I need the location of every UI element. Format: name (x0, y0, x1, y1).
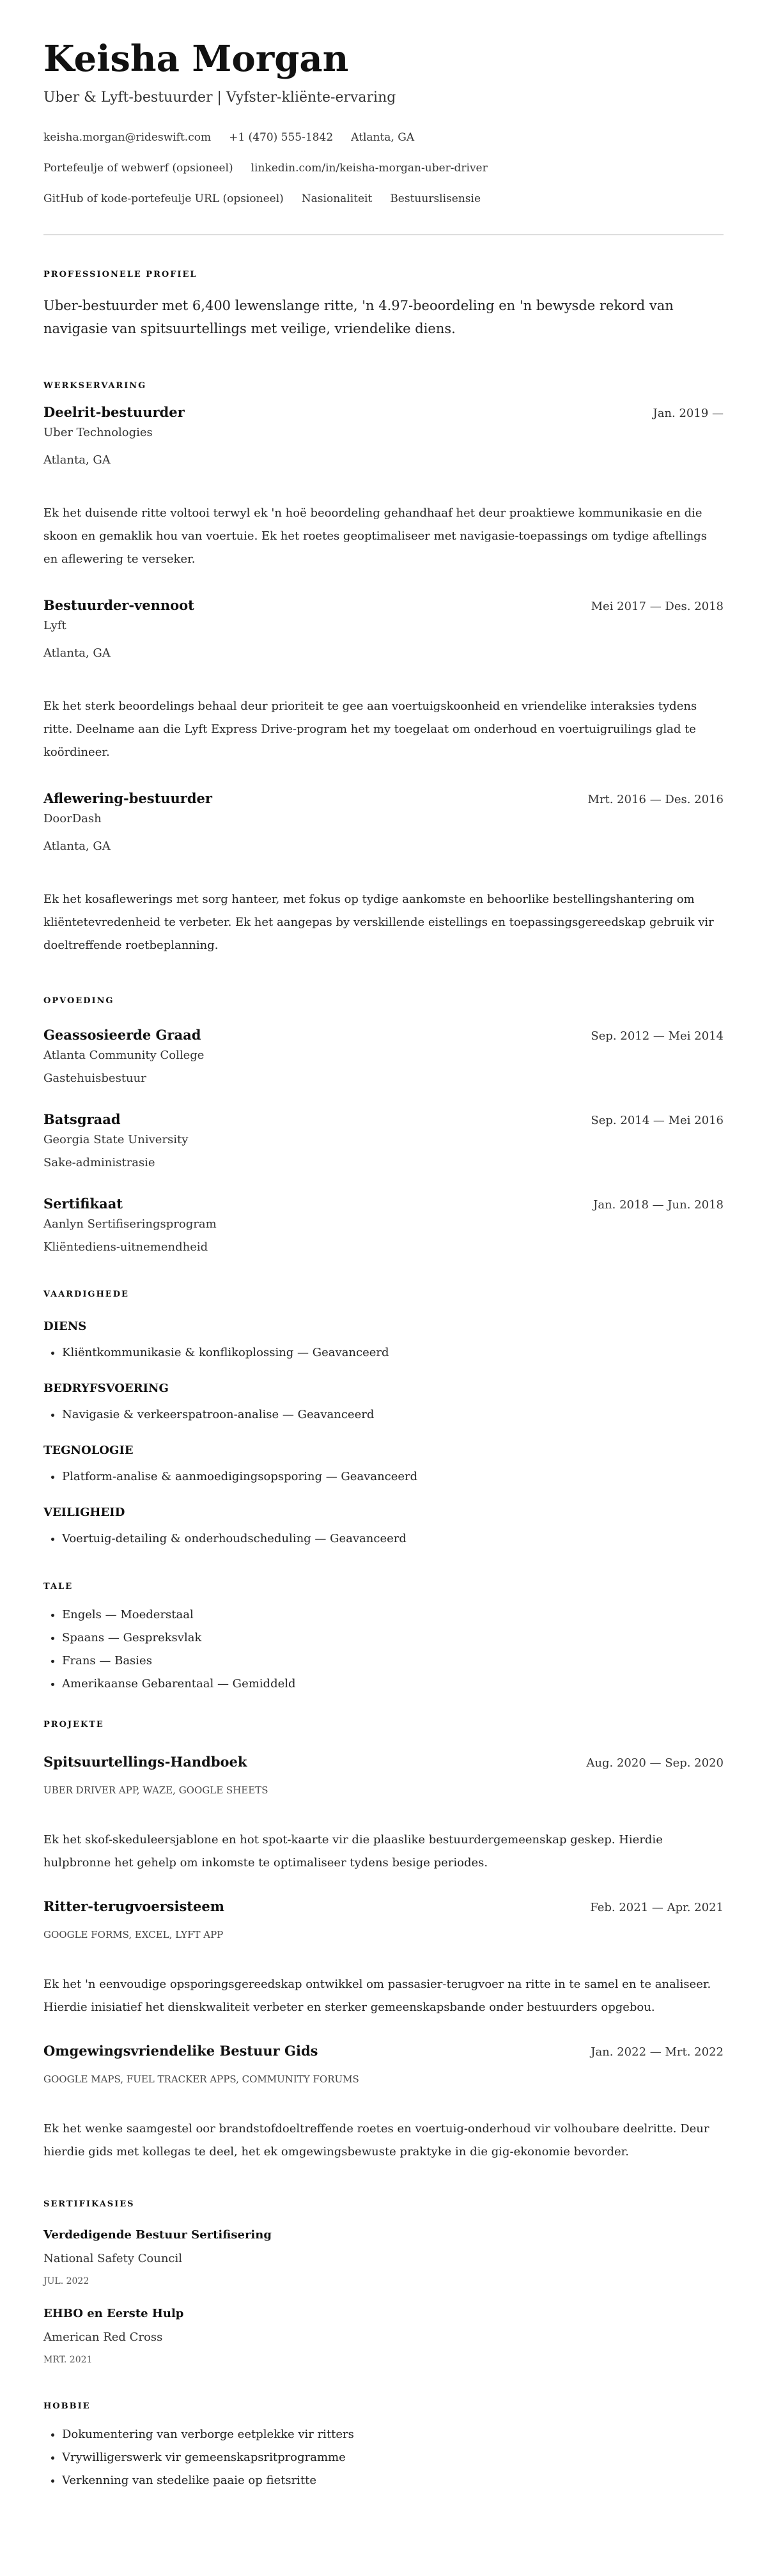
degree-title: Geassosieerde Graad (43, 1027, 201, 1043)
entry-header (43, 1026, 724, 1045)
projects-list (43, 1752, 724, 2164)
experience-list (43, 403, 724, 957)
section-heading-profile: PROFESSIONELE PROFIEL (43, 270, 198, 279)
field-of-study: Kliëntediens-uitnemendheid (43, 1240, 208, 1254)
hobbies-list (43, 2423, 724, 2492)
school-name: Aanlyn Sertifiseringsprogram (43, 1217, 217, 1231)
project-title: Omgewingsvriendelike Bestuur Gids (43, 2043, 318, 2059)
language-item: • Spaans — Gespreksvlak (62, 1627, 724, 1650)
skill-group-heading: TEGNOLOGIE (43, 1444, 134, 1457)
entry-header (43, 789, 724, 808)
skill-group-heading: BEDRYFSVOERING (43, 1382, 169, 1395)
contact-row (43, 190, 724, 208)
project-dates: Feb. 2021 — Apr. 2021 (590, 1901, 724, 1914)
skill-item: • Voertuig-detailing & onderhoudscheduling — Geavanceerd (62, 1529, 724, 1549)
project-tech-stack: GOOGLE MAPS, FUEL TRACKER APPS, COMMUNITY FORUMS (43, 2073, 359, 2085)
project-description: Ek het wenke saamgestel oor brandstofdoeltreffende roetes en voertuig-onderhoud vir volhoubare deelritte. Deur hierdie gids met kollegas te deel, het ek omgewingsbewuste praktyke in die gig-ekonomie bevorder. (43, 2122, 709, 2158)
education-dates: Sep. 2012 — Mei 2014 (591, 1029, 724, 1043)
linkedin-link[interactable]: linkedin.com/in/keisha-morgan-uber-driver (251, 162, 488, 175)
job-title: Aflewering-bestuurder (43, 790, 212, 806)
phone: +1 (470) 555-1842 (229, 131, 334, 144)
project-tech-stack: GOOGLE FORMS, EXCEL, LYFT APP (43, 1929, 224, 1940)
headline: Uber & Lyft-bestuurder | Vyfster-kliënte-ervaring (43, 90, 396, 105)
job-title: Deelrit-bestuurder (43, 404, 185, 420)
nationality: Nasionaliteit (301, 192, 373, 205)
entry-header (43, 403, 724, 422)
job-dates: Mrt. 2016 — Des. 2016 (587, 793, 724, 806)
job-title: Bestuurder-vennoot (43, 597, 194, 613)
section-heading-projects: PROJEKTE (43, 1720, 104, 1729)
candidate-name: Keisha Morgan (43, 38, 349, 80)
section-heading-skills: VAARDIGHEDE (43, 1290, 129, 1299)
education-dates: Jan. 2018 — Jun. 2018 (593, 1198, 724, 1212)
entry-header (43, 1194, 724, 1214)
location: Atlanta, GA (351, 131, 415, 144)
education-list (43, 1026, 724, 1256)
section-heading-experience: WERKSERVARING (43, 381, 147, 391)
skill-items (43, 1343, 724, 1362)
project-description: Ek het 'n eenvoudige opsporingsgereedskap ontwikkel om passasier-terugvoer na ritte in te samel en te analiseer. Hierdie inisiatief het dienskwaliteit verbeter en sterker gemeenskapsbande onder bestuurders opgebou. (43, 1978, 711, 2014)
skills-list (43, 1318, 724, 1549)
certification-issuer: American Red Cross (43, 2330, 163, 2344)
skill-group-heading: DIENS (43, 1320, 87, 1333)
job-description: Ek het duisende ritte voltooi terwyl ek 'n hoë beoordeling gehandhaaf het deur proaktiewe kommunikasie en die skoon en gemaklik hou van voertuie. Ek het roetes geoptimaliseer met navigasie-toepassings om tydige aftellings en aflewering te verseker. (43, 506, 707, 566)
education-entry (43, 1110, 724, 1172)
project-entry (43, 1897, 724, 2019)
project-tech-stack: UBER DRIVER APP, WAZE, GOOGLE SHEETS (43, 1784, 268, 1796)
skill-items (43, 1467, 724, 1487)
job-location: Atlanta, GA (43, 646, 111, 660)
language-item: • Frans — Basies (62, 1650, 724, 1673)
degree-title: Sertifikaat (43, 1196, 123, 1212)
entry-header (43, 596, 724, 615)
certification-entry (43, 2226, 724, 2288)
skill-items (43, 1529, 724, 1549)
project-entry (43, 1752, 724, 1875)
entry-header (43, 1110, 724, 1129)
certifications-list (43, 2226, 724, 2367)
field-of-study: Sake-administrasie (43, 1156, 155, 1169)
job-description: Ek het sterk beoordelings behaal deur prioriteit te gee aan voertuigskoonheid en vriendelike interaksies tydens ritte. Deelname aan die Lyft Express Drive-program het my toegelaat om onderhoud en voertuigruilings glad te koördineer. (43, 699, 697, 759)
job-location: Atlanta, GA (43, 453, 111, 467)
skill-items (43, 1405, 724, 1425)
certification-date: JUL. 2022 (43, 2276, 89, 2286)
entry-header (43, 2041, 724, 2061)
project-title: Spitsuurtellings-Handboek (43, 1754, 247, 1770)
contact-row (43, 129, 724, 146)
certification-issuer: National Safety Council (43, 2252, 183, 2265)
email-link[interactable]: keisha.morgan@rideswift.com (43, 131, 212, 144)
github-link[interactable]: GitHub of kode-portefeulje URL (opsioneel) (43, 192, 284, 205)
entry-header (43, 1897, 724, 1916)
company-name: Lyft (43, 619, 66, 632)
company-name: Uber Technologies (43, 426, 153, 439)
experience-entry (43, 403, 724, 571)
hobby-item: • Dokumentering van verborge eetplekke vir ritters (62, 2423, 724, 2446)
job-dates: Jan. 2019 — (653, 407, 724, 420)
certification-entry (43, 2305, 724, 2367)
languages-list (43, 1604, 724, 1696)
job-location: Atlanta, GA (43, 839, 111, 853)
field-of-study: Gastehuisbestuur (43, 1072, 146, 1085)
school-name: Atlanta Community College (43, 1049, 205, 1062)
language-item: • Amerikaanse Gebarentaal — Gemiddeld (62, 1673, 724, 1696)
section-heading-education: OPVOEDING (43, 996, 114, 1006)
hobby-item: • Vrywilligerswerk vir gemeenskapsritprogramme (62, 2446, 724, 2469)
section-heading-languages: TALE (43, 1582, 74, 1591)
job-dates: Mei 2017 — Des. 2018 (591, 600, 724, 613)
company-name: DoorDash (43, 812, 102, 825)
contact-row (43, 159, 724, 177)
certification-title: Verdedigende Bestuur Sertifisering (43, 2228, 272, 2242)
language-item: • Engels — Moederstaal (62, 1604, 724, 1627)
degree-title: Batsgraad (43, 1111, 121, 1127)
drivers-license: Bestuurslisensie (390, 192, 481, 205)
certification-title: EHBO en Eerste Hulp (43, 2307, 184, 2320)
education-dates: Sep. 2014 — Mei 2016 (591, 1114, 724, 1127)
skill-item: • Navigasie & verkeerspatroon-analise — Geavanceerd (62, 1405, 724, 1425)
section-heading-certifications: SERTIFIKASIES (43, 2199, 135, 2209)
project-description: Ek het skof-skeduleersjablone en hot spot-kaarte vir die plaaslike bestuurdergemeenskap geskep. Hierdie hulpbronne het gehelp om inkomste te optimaliseer tydens besige periodes. (43, 1833, 663, 1870)
education-entry (43, 1026, 724, 1088)
job-description: Ek het kosaflewerings met sorg hanteer, met fokus op tydige aankomste en behoorlike bestellingshantering om kliëntetevredenheid te verbeter. Ek het aangepas by verskillende eistellings en toepassingsgereedskap gebruik vir doeltreffende roetbeplanning. (43, 893, 714, 952)
portfolio-link[interactable]: Portefeulje of webwerf (opsioneel) (43, 162, 233, 175)
school-name: Georgia State University (43, 1133, 189, 1146)
project-dates: Aug. 2020 — Sep. 2020 (586, 1756, 724, 1770)
project-dates: Jan. 2022 — Mrt. 2022 (591, 2045, 724, 2059)
header-divider (43, 234, 724, 235)
project-title: Ritter-terugvoersisteem (43, 1898, 224, 1914)
hobby-item: • Verkenning van stedelike paaie op fietsritte (62, 2469, 724, 2492)
skill-item: • Platform-analise & aanmoedigingsopsporing — Geavanceerd (62, 1467, 724, 1487)
project-entry (43, 2041, 724, 2164)
experience-entry (43, 789, 724, 957)
section-heading-hobbies: HOBBIE (43, 2401, 91, 2411)
skill-item: • Kliëntkommunikasie & konflikoplossing — Geavanceerd (62, 1343, 724, 1362)
certification-date: MRT. 2021 (43, 2355, 93, 2365)
education-entry (43, 1194, 724, 1256)
entry-header (43, 1752, 724, 1772)
skill-group-heading: VEILIGHEID (43, 1506, 125, 1519)
experience-entry (43, 596, 724, 764)
profile-summary: Uber-bestuurder met 6,400 lewenslange ritte, 'n 4.97-beoordeling en 'n bewysde rekord van navigasie van spitsuurtellings met veilige, vriendelike diens. (43, 298, 674, 336)
